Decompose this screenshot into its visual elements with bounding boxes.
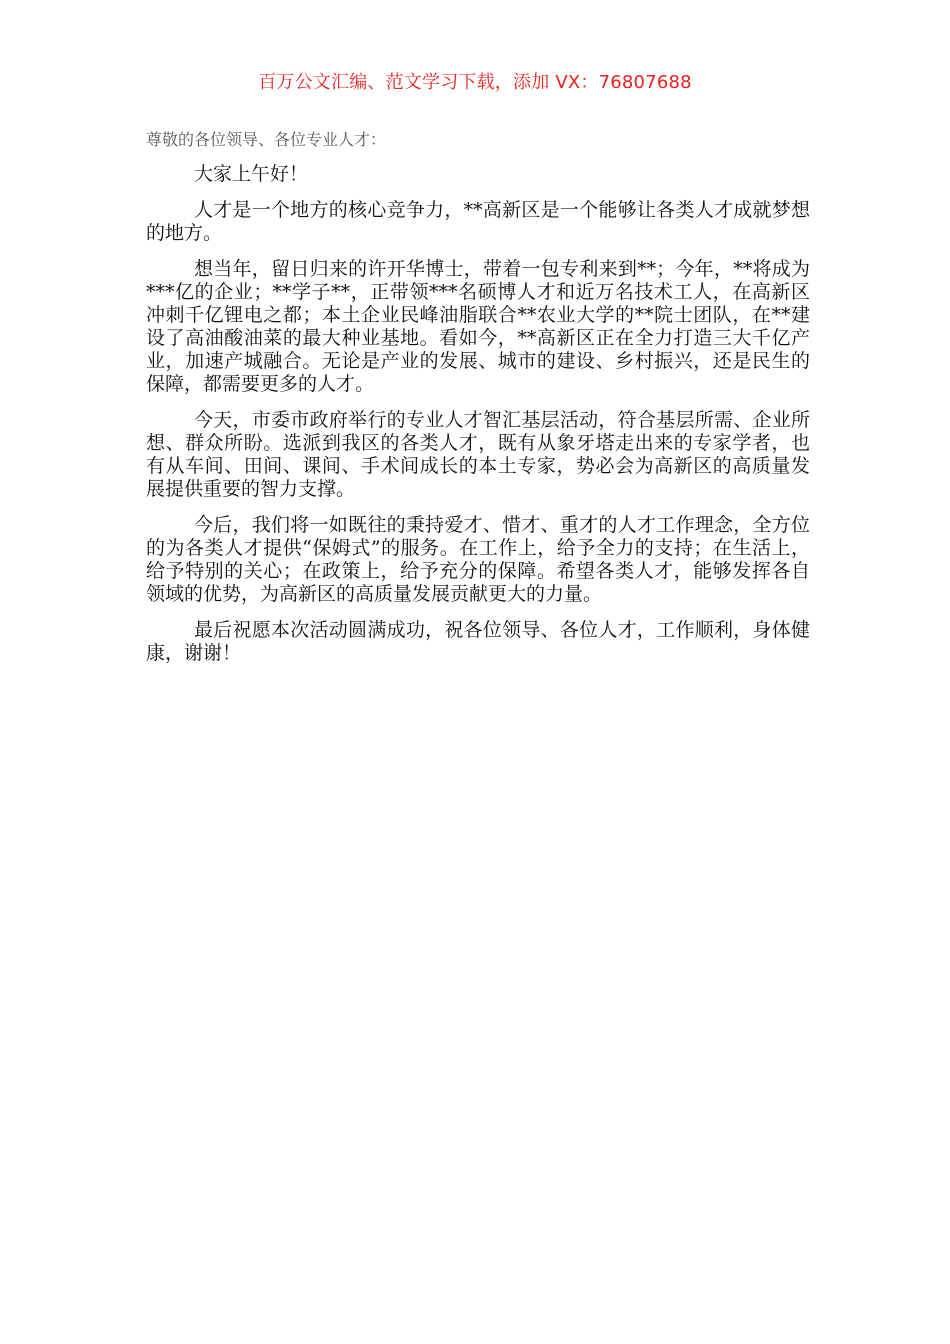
paragraph-today: 今天，市委市政府举行的专业人才智汇基层活动，符合基层所需、企业所想、群众所盼。选派到我区的各类人才，既有从象牙塔走出来的专家学者，也有从车间、田间、课间、手术间成长的本土专家，势必会为高新区的高质量发展提供重要的智力支撑。 [146,409,810,500]
paragraph-greeting: 大家上午好！ [194,163,309,185]
salutation: 尊敬的各位领导、各位专业人才： [146,130,387,149]
paragraph-closing: 最后祝愿本次活动圆满成功，祝各位领导、各位人才，工作顺利，身体健康，谢谢！ [146,619,810,664]
document-body [146,163,810,678]
paragraph-talent-core: 人才是一个地方的核心竞争力，**高新区是一个能够让各类人才成就梦想的地方。 [146,199,810,244]
header-banner: 百万公文汇编、范文学习下载，添加 VX：76807688 [258,72,692,93]
paragraph-future: 今后，我们将一如既往的秉持爱才、惜才、重才的人才工作理念，全方位的为各类人才提供“保姆式”的服务。在工作上，给予全力的支持；在生活上，给予特别的关心；在政策上，给予充分的保障。希望各类人才，能够发挥各自领域的优势，为高新区的高质量发展贡献更大的力量。 [146,514,810,605]
paragraph-history: 想当年，留日归来的许开华博士，带着一包专利来到**；今年，**将成为***亿的企业；**学子**，正带领***名硕博人才和近万名技术工人，在高新区冲刺千亿锂电之都；本土企业民峰油脂联合**农业大学的**院士团队，在**建设了高油酸油菜的最大种业基地。看如今，**高新区正在全力打造三大千亿产业，加速产城融合。无论是产业的发展、城市的建设、乡村振兴，还是民生的保障，都需要更多的人才。 [146,258,810,395]
